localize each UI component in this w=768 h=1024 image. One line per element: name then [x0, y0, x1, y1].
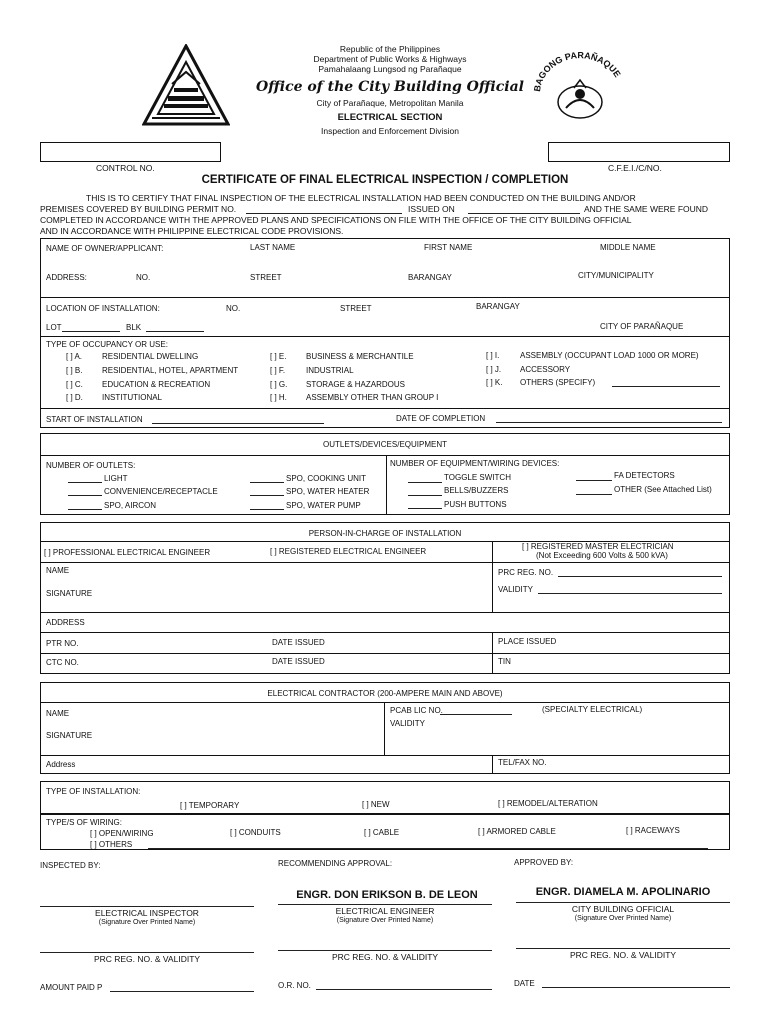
occ-c-label: EDUCATION & RECREATION: [102, 380, 211, 389]
owner-name-label: NAME OF OWNER/APPLICANT:: [46, 244, 164, 253]
engineer-name: ENGR. DON ERIKSON B. DE LEON: [296, 889, 478, 901]
tin-label: TIN: [498, 657, 511, 666]
open-wiring-option[interactable]: [ ] OPEN/WIRING: [90, 829, 154, 838]
occ-f-label: INDUSTRIAL: [306, 366, 354, 375]
completion-label: DATE OF COMPLETION: [396, 414, 486, 423]
pic-validity-line[interactable]: [538, 593, 722, 594]
location-barangay-label: BARANGAY: [476, 302, 520, 311]
inspector-prc-line[interactable]: [40, 952, 254, 953]
cable-option[interactable]: [ ] CABLE: [364, 828, 400, 837]
approved-by-label: APPROVED BY:: [514, 858, 574, 867]
location-street-label: STREET: [340, 304, 372, 313]
temporary-option[interactable]: [ ] TEMPORARY: [180, 801, 240, 810]
address-street-label: STREET: [250, 273, 282, 282]
cooking-line[interactable]: [250, 482, 284, 483]
certificate-title: CERTIFICATE OF FINAL ELECTRICAL INSPECTION / COMPLETION: [201, 174, 569, 186]
blk-line[interactable]: [146, 331, 204, 332]
address-barangay-label: BARANGAY: [408, 273, 452, 282]
bells-line[interactable]: [408, 495, 442, 496]
header-line1: Republic of the Philippines: [339, 44, 441, 54]
occ-g-label: STORAGE & HAZARDOUS: [306, 380, 405, 389]
pic-prc-label: PRC REG. NO.: [498, 568, 554, 577]
address-city-label: CITY/MUNICIPALITY: [578, 271, 654, 280]
paranaque-seal: [522, 44, 632, 124]
seal-text: BAGONG PARAÑAQUE: [531, 50, 623, 93]
armored-option[interactable]: [ ] ARMORED CABLE: [478, 827, 556, 836]
pic-name-label: NAME: [46, 566, 70, 575]
others-option[interactable]: [ ] OTHERS: [90, 840, 133, 849]
pcab-label: PCAB LIC NO.: [390, 706, 443, 715]
control-no-field[interactable]: [40, 142, 221, 162]
occ-f-box[interactable]: [ ] F.: [270, 366, 286, 375]
occ-d-label: INSTITUTIONAL: [102, 393, 163, 402]
start-label: START OF INSTALLATION: [46, 415, 143, 424]
occ-i-label: ASSEMBLY (OCCUPANT LOAD 1000 OR MORE): [520, 351, 699, 360]
pic-title: PERSON-IN-CHARGE OF INSTALLATION: [308, 529, 462, 538]
city-name: CITY OF PARAÑAQUE: [600, 322, 684, 331]
intro-line2a: PREMISES COVERED BY BUILDING PERMIT NO.: [40, 204, 237, 214]
start-line[interactable]: [152, 423, 324, 424]
location-label: LOCATION OF INSTALLATION:: [46, 304, 160, 313]
header-city: City of Parañaque, Metropolitan Manila: [316, 98, 464, 108]
engineer-prc-label: PRC REG. NO. & VALIDITY: [331, 952, 439, 962]
convenience-label: CONVENIENCE/RECEPTACLE: [104, 487, 218, 496]
date-label: DATE: [514, 979, 535, 988]
toggle-line[interactable]: [408, 482, 442, 483]
inspected-by-label: INSPECTED BY:: [40, 861, 101, 870]
push-line[interactable]: [408, 508, 442, 509]
occupancy-label: TYPE OF OCCUPANCY OR USE:: [46, 340, 168, 349]
contractor-validity-label: VALIDITY: [390, 719, 425, 728]
other-label: OTHER (See Attached List): [614, 485, 712, 494]
inspector-prc-label: PRC REG. NO. & VALIDITY: [93, 954, 201, 964]
pic-validity-label: VALIDITY: [498, 585, 533, 594]
outlets-title: OUTLETS/DEVICES/EQUIPMENT: [322, 440, 448, 449]
official-sig-note: (Signature Over Printed Name): [574, 915, 672, 922]
toggle-label: TOGGLE SWITCH: [444, 473, 511, 482]
address-label: ADDRESS:: [46, 273, 87, 282]
recommending-label: RECOMMENDING APPROVAL:: [278, 859, 393, 868]
engineer-title: ELECTRICAL ENGINEER: [335, 906, 435, 916]
middle-name-label: MIDDLE NAME: [600, 243, 656, 252]
intro-line3: COMPLETED IN ACCORDANCE WITH THE APPROVED PLANS AND SPECIFICATIONS ON FILE WITH THE OFFICE OF THE CITY BUILDING OFFICIAL: [40, 215, 632, 225]
installation-type-label: TYPE OF INSTALLATION:: [46, 787, 141, 796]
permit-no-line[interactable]: [246, 213, 402, 214]
num-equipment-label: NUMBER OF EQUIPMENT/WIRING DEVICES:: [390, 459, 560, 468]
amount-paid-line[interactable]: [110, 991, 254, 992]
occ-e-box[interactable]: [ ] E.: [270, 352, 287, 361]
occ-k-label: OTHERS (SPECIFY): [520, 378, 596, 387]
cfei-no-field[interactable]: [548, 142, 730, 162]
heater-line[interactable]: [250, 495, 284, 496]
place-issued-label: PLACE ISSUED: [498, 637, 557, 646]
pic-address-label: ADDRESS: [46, 618, 85, 627]
occ-d-box[interactable]: [ ] D.: [66, 393, 83, 402]
specialty-label: (SPECIALTY ELECTRICAL): [542, 705, 643, 714]
push-label: PUSH BUTTONS: [444, 500, 507, 509]
pcab-line[interactable]: [440, 714, 512, 715]
location-no-label: NO.: [226, 304, 241, 313]
engineer-sig-note: (Signature Over Printed Name): [336, 917, 434, 924]
contractor-signature-label: SIGNATURE: [46, 731, 93, 740]
control-no-label: CONTROL NO.: [96, 163, 155, 173]
conduits-option[interactable]: [ ] CONDUITS: [230, 828, 281, 837]
lot-label: LOT: [46, 323, 62, 332]
light-line[interactable]: [68, 482, 102, 483]
other-line[interactable]: [576, 494, 612, 495]
occ-c-box[interactable]: [ ] C.: [66, 380, 83, 389]
new-option[interactable]: [ ] NEW: [362, 800, 390, 809]
fa-line[interactable]: [576, 480, 612, 481]
occ-b-box[interactable]: [ ] B.: [66, 366, 83, 375]
pump-label: SPO, WATER PUMP: [286, 501, 361, 510]
pic-signature-label: SIGNATURE: [46, 589, 93, 598]
section-title: ELECTRICAL SECTION: [337, 112, 443, 123]
intro-line2b: ISSUED ON: [408, 204, 455, 214]
telfax-label: TEL/FAX NO.: [498, 758, 547, 767]
last-name-label: LAST NAME: [250, 243, 296, 252]
bells-label: BELLS/BUZZERS: [444, 486, 509, 495]
inspector-title: ELECTRICAL INSPECTOR: [95, 908, 199, 918]
pic-prc-line[interactable]: [558, 576, 722, 577]
num-outlets-label: NUMBER OF OUTLETS:: [46, 461, 136, 470]
occ-k-box[interactable]: [ ] K.: [486, 378, 503, 387]
occ-h-label: ASSEMBLY OTHER THAN GROUP I: [306, 393, 439, 402]
aircon-line[interactable]: [68, 509, 102, 510]
ptr-label: PTR NO.: [46, 639, 79, 648]
completion-line[interactable]: [496, 422, 722, 423]
remodel-option[interactable]: [ ] REMODEL/ALTERATION: [498, 799, 598, 808]
official-prc-label: PRC REG. NO. & VALIDITY: [569, 950, 677, 960]
dpwh-logo: [142, 44, 230, 126]
amount-paid-label: AMOUNT PAID P: [40, 983, 103, 992]
ctc-label: CTC NO.: [46, 658, 79, 667]
division-title: Inspection and Enforcement Division: [321, 126, 459, 136]
header-line3: Pamahalaang Lungsod ng Parañaque: [318, 64, 462, 74]
contractor-address-label: Address: [46, 760, 76, 769]
contractor-name-label: NAME: [46, 709, 70, 718]
convenience-line[interactable]: [68, 495, 102, 496]
ptr-date-label: DATE ISSUED: [272, 638, 325, 647]
occ-a-box[interactable]: [ ] A.: [66, 352, 83, 361]
header-line2: Department of Public Works & Highways: [313, 54, 467, 64]
rme-note: (Not Exceeding 600 Volts & 500 kVA): [536, 551, 668, 560]
office-title: Office of the City Building Official: [256, 79, 524, 95]
occ-j-box[interactable]: [ ] J.: [486, 365, 502, 374]
pee-option[interactable]: [ ] PROFESSIONAL ELECTRICAL ENGINEER: [44, 548, 211, 557]
intro-line1: THIS IS TO CERTIFY THAT FINAL INSPECTION OF THE ELECTRICAL INSTALLATION HAD BEEN CONDUCTED ON THE BUILDING AND/OR: [86, 193, 636, 203]
lot-line[interactable]: [62, 331, 120, 332]
ctc-date-label: DATE ISSUED: [272, 657, 325, 666]
official-title: CITY BUILDING OFFICIAL: [571, 904, 675, 914]
date-line[interactable]: [542, 987, 730, 988]
or-no-line[interactable]: [316, 989, 492, 990]
aircon-label: SPO, AIRCON: [104, 501, 157, 510]
occ-a-label: RESIDENTIAL DWELLING: [102, 352, 199, 361]
cfei-no-label: C.F.E.I./C/NO.: [608, 163, 662, 173]
intro-line4: AND IN ACCORDANCE WITH PHILIPPINE ELECTRICAL CODE PROVISIONS.: [40, 226, 344, 236]
others-specify-line[interactable]: [612, 386, 720, 387]
ree-option[interactable]: [ ] REGISTERED ELECTRICAL ENGINEER: [270, 547, 427, 556]
heater-label: SPO, WATER HEATER: [286, 487, 370, 496]
engineer-prc-line[interactable]: [278, 950, 492, 951]
address-no-label: NO.: [136, 273, 151, 282]
wiring-label: TYPE/S OF WIRING:: [46, 818, 123, 827]
first-name-label: FIRST NAME: [424, 243, 473, 252]
pump-line[interactable]: [250, 509, 284, 510]
inspector-signature-line[interactable]: [40, 906, 254, 907]
light-label: LIGHT: [104, 474, 128, 483]
occ-g-box[interactable]: [ ] G.: [270, 380, 288, 389]
occ-i-box[interactable]: [ ] I.: [486, 351, 500, 360]
occ-e-label: BUSINESS & MERCHANTILE: [306, 352, 414, 361]
or-no-label: O.R. NO.: [278, 981, 311, 990]
contractor-title: ELECTRICAL CONTRACTOR (200-AMPERE MAIN AND ABOVE): [267, 689, 503, 698]
issued-on-line[interactable]: [468, 213, 580, 214]
installation-type-section: [40, 781, 730, 814]
fa-label: FA DETECTORS: [614, 471, 675, 480]
occ-h-box[interactable]: [ ] H.: [270, 393, 287, 402]
occ-j-label: ACCESSORY: [520, 365, 571, 374]
official-prc-line[interactable]: [516, 948, 730, 949]
official-name: ENGR. DIAMELA M. APOLINARIO: [535, 886, 711, 898]
occ-b-label: RESIDENTIAL, HOTEL, APARTMENT: [102, 366, 239, 375]
rme-option[interactable]: [ ] REGISTERED MASTER ELECTRICIAN: [522, 542, 674, 551]
blk-label: BLK: [126, 323, 142, 332]
raceways-option[interactable]: [ ] RACEWAYS: [626, 826, 680, 835]
inspector-sig-note: (Signature Over Printed Name): [98, 919, 196, 926]
others-wiring-line[interactable]: [148, 848, 708, 849]
intro-line2c: AND THE SAME WERE FOUND: [584, 204, 709, 214]
cooking-label: SPO, COOKING UNIT: [286, 474, 367, 483]
